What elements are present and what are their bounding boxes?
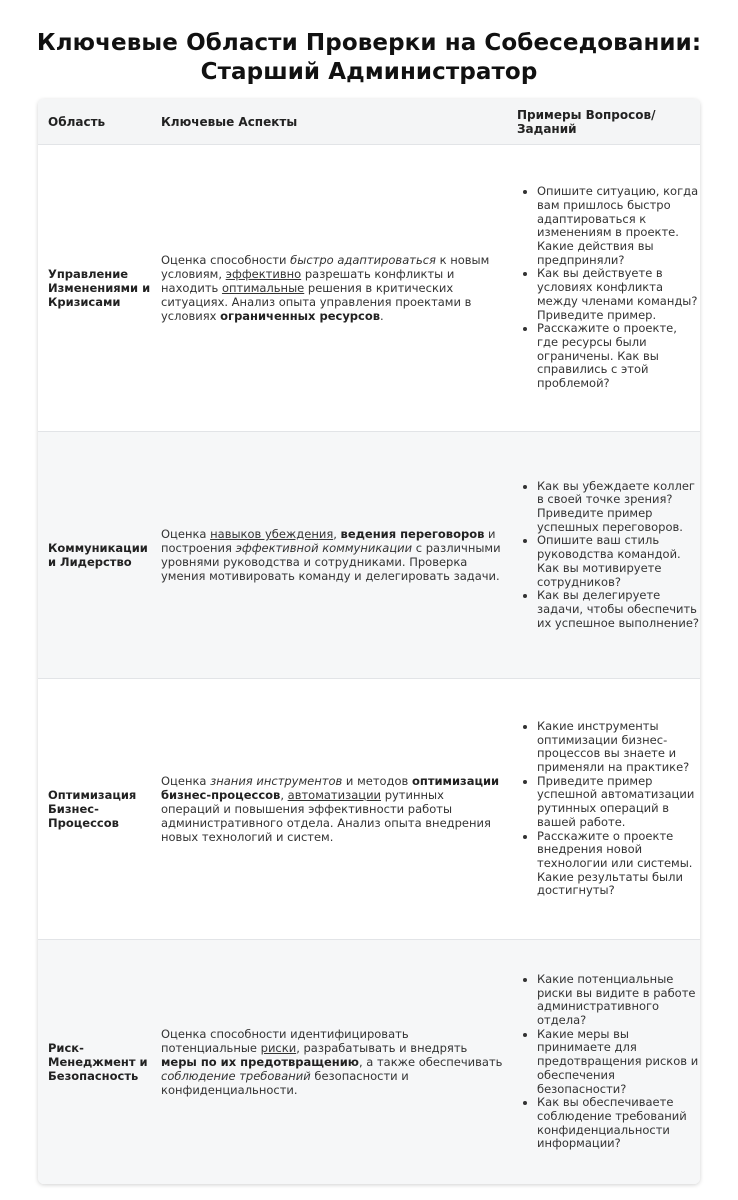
aspect-segment: и методов xyxy=(342,774,412,788)
aspect-segment: , xyxy=(333,527,341,541)
aspect-segment: автоматизации xyxy=(287,788,382,802)
area-name: Риск-Менеджмент и Безопасность xyxy=(48,1041,148,1083)
aspect-segment: безопасности и конфиденциальности. xyxy=(161,1069,409,1097)
question-item: • Опишите ситуацию, когда вам пришлось быстро адаптироваться к изменениям в проекте. Какие действия вы предприняли? xyxy=(537,185,700,267)
aspect-segment: с различными уровнями руководства и сотрудниками. Проверка умения мотивировать команду и делегировать задачи. xyxy=(161,541,501,583)
question-item: • Какие инструменты оптимизации бизнес-процессов вы знаете и применяли на практике? xyxy=(537,720,700,775)
question-item: • Расскажите о проекте, где ресурсы были ограничены. Как вы справились с этой проблемой? xyxy=(537,322,700,391)
question-item: • Приведите пример успешной автоматизации рутинных операций в вашей работе. xyxy=(537,775,700,830)
title-line-1: Ключевые Области Проверки на Собеседовании: xyxy=(36,30,702,56)
questions-list xyxy=(517,480,700,631)
aspect-segment: навыков убеждения xyxy=(210,527,334,541)
table-row xyxy=(38,678,700,939)
question-item: • Как вы действуете в условиях конфликта между членами команды? Приведите пример. xyxy=(537,267,700,322)
header-aspects: Ключевые Аспекты xyxy=(161,114,298,129)
aspect-segment: разрешать конфликты и находить xyxy=(161,267,455,295)
aspect-segment: , разрабатывать и внедрять xyxy=(296,1041,468,1055)
aspect-segment: решения в критических ситуациях. Анализ опыта управления проектами в условиях xyxy=(161,281,472,323)
area-name: Управление Изменениями и Кризисами xyxy=(48,267,151,309)
aspect-segment: эффективной коммуникации xyxy=(235,541,413,555)
aspect-segment: ведения переговоров xyxy=(340,527,485,541)
table-row xyxy=(38,144,700,431)
aspect-segment: Оценка способности xyxy=(161,253,291,267)
aspect-segment: риски xyxy=(260,1041,297,1055)
aspect-segment: , xyxy=(280,788,288,802)
aspect-segment: рутинных операций и повышения эффективности работы административного отдела. Анализ опыта внедрения новых технологий и систем. xyxy=(161,788,491,844)
aspect-text xyxy=(161,527,509,583)
aspect-segment: , а также обеспечивать xyxy=(358,1055,503,1069)
aspect-segment: Оценка xyxy=(161,774,211,788)
question-item: • Как вы делегируете задачи, чтобы обеспечить их успешное выполнение? xyxy=(537,589,700,630)
table-row xyxy=(38,431,700,678)
areas-table xyxy=(38,99,700,1184)
aspect-text xyxy=(161,774,509,844)
question-item: • Расскажите о проекте внедрения новой технологии или системы. Какие результаты были достигнуты? xyxy=(537,830,700,899)
aspect-segment: эффективно xyxy=(225,267,302,281)
questions-list xyxy=(517,973,700,1151)
aspect-text xyxy=(161,1027,509,1097)
questions-list xyxy=(517,720,700,898)
question-item: • Опишите ваш стиль руководства командой. Как вы мотивируете сотрудников? xyxy=(537,534,700,589)
title-line-2: Старший Администратор xyxy=(200,59,538,85)
question-item: • Какие потенциальные риски вы видите в работе административного отдела? xyxy=(537,973,700,1028)
aspect-segment: меры по их предотвращению xyxy=(161,1055,359,1069)
aspect-segment: быстро адаптироваться xyxy=(290,253,436,267)
aspect-segment: оптимизации бизнес-процессов xyxy=(161,774,500,802)
aspect-segment: и построения xyxy=(161,527,496,555)
aspect-text xyxy=(161,253,509,323)
area-name: Оптимизация Бизнес-Процессов xyxy=(48,788,137,830)
aspect-segment: соблюдение требований xyxy=(161,1069,311,1083)
header-questions: Примеры Вопросов/ Заданий xyxy=(517,107,656,136)
question-item: • Как вы убеждаете коллег в своей точке зрения? Приведите пример успешных переговоров. xyxy=(537,480,700,535)
aspect-segment: ограниченных ресурсов xyxy=(220,309,381,323)
header-area: Область xyxy=(48,114,106,129)
aspect-segment: к новым условиям, xyxy=(161,253,490,281)
table-header xyxy=(38,99,700,144)
aspect-segment: . xyxy=(380,309,384,323)
table-row xyxy=(38,939,700,1184)
aspect-segment: знания инструментов xyxy=(210,774,343,788)
aspect-segment: оптимальные xyxy=(221,281,305,295)
area-name: Коммуникации и Лидерство xyxy=(48,541,148,569)
aspect-segment: Оценка xyxy=(161,527,211,541)
question-item: • Как вы обеспечиваете соблюдение требований конфиденциальности информации? xyxy=(537,1096,700,1151)
aspect-segment: Оценка способности идентифицировать потенциальные xyxy=(161,1027,409,1055)
page-title xyxy=(0,0,738,87)
questions-list xyxy=(517,185,700,391)
question-item: • Какие меры вы принимаете для предотвращения рисков и обеспечения безопасности? xyxy=(537,1028,700,1097)
